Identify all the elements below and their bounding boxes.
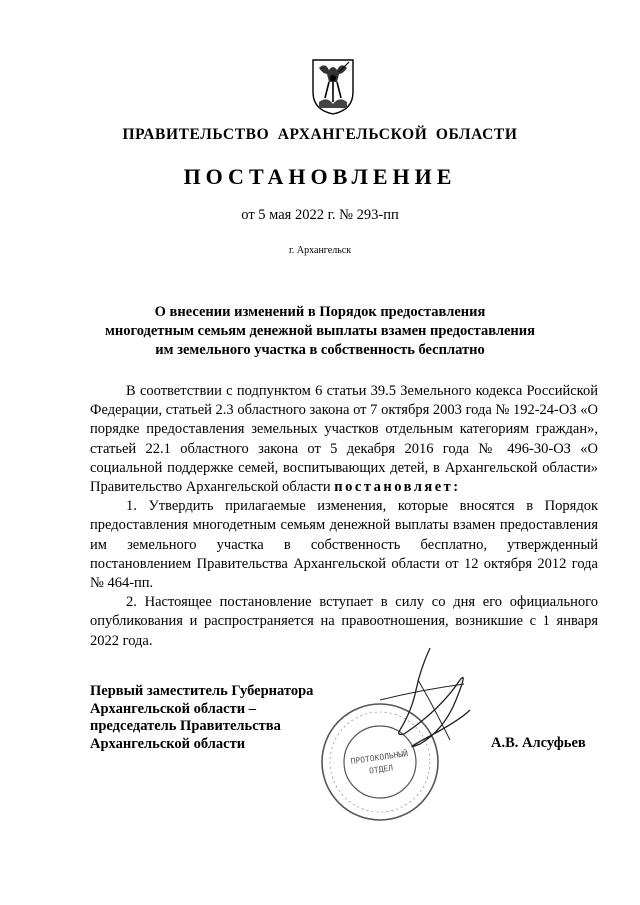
- stamp-center-text: [0, 0, 1, 1]
- signer-position-line: Первый заместитель Губернатора: [90, 683, 314, 699]
- signer-position: [90, 683, 313, 753]
- subject-line: многодетным семьям денежной выплаты взамен предоставления: [105, 323, 535, 339]
- signer-position-line: председатель Правительства: [90, 718, 281, 734]
- document-subject: [60, 303, 580, 360]
- preamble-paragraph: [90, 382, 598, 497]
- subject-line: О внесении изменений в Порядок предоставления: [154, 304, 486, 320]
- signer-position-line: Архангельской области –: [90, 700, 256, 717]
- document-city: г. Архангельск: [288, 245, 352, 256]
- government-name: ПРАВИТЕЛЬСТВО АРХАНГЕЛЬСКОЙ ОБЛАСТИ: [122, 126, 518, 143]
- svg-text:ОТДЕЛ: ОТДЕЛ: [368, 763, 394, 776]
- document-body: [90, 382, 598, 651]
- preamble-text: В соответствии с подпунктом 6 статьи 39.5 Земельного кодекса Российской Федерации, статьей 2.3 областного закона от 7 октября 2003 года № 192-24-ОЗ «О порядке предоставления земельных участков отдельным категориям граждан», статьей 22.1 областного закона от 5 декабря 2016 года № 496-30-ОЗ «О социальной поддержке семей, воспитывающих детей, в Архангельской области» Правительство Архангельской области: [90, 383, 598, 496]
- subject-line: им земельного участка в собственность бесплатно: [155, 342, 485, 358]
- item-1-paragraph: 1. Утвердить прилагаемые изменения, которые вносятся в Порядок предоставления многодетным семьям денежной выплаты взамен предоставления им земельного участка в собственность бесплатно, утвержденный постановлением Правительства Архангельской области от 12 октября 2012 года № 464-пп.: [90, 498, 598, 592]
- signer-name: А.В. Алсуфьев: [491, 735, 586, 751]
- document-title: ПОСТАНОВЛЕНИЕ: [183, 164, 457, 189]
- resolves-colon: :: [453, 479, 459, 496]
- document-date-number: от 5 мая 2022 г. № 293-пп: [241, 207, 399, 223]
- resolves-word: постановляет: [334, 479, 454, 496]
- signer-position-line: Архангельской области: [90, 735, 246, 752]
- handwritten-signature: [360, 640, 480, 760]
- coat-of-arms-emblem: [311, 58, 355, 116]
- svg-text:ПРОТОКОЛЬНЫЙ: ПРОТОКОЛЬНЫЙ: [350, 749, 409, 767]
- item-2-paragraph: 2. Настоящее постановление вступает в силу со дня его официального опубликования и распространяется на правоотношения, возникшие с 1 января 2022 года.: [90, 594, 598, 649]
